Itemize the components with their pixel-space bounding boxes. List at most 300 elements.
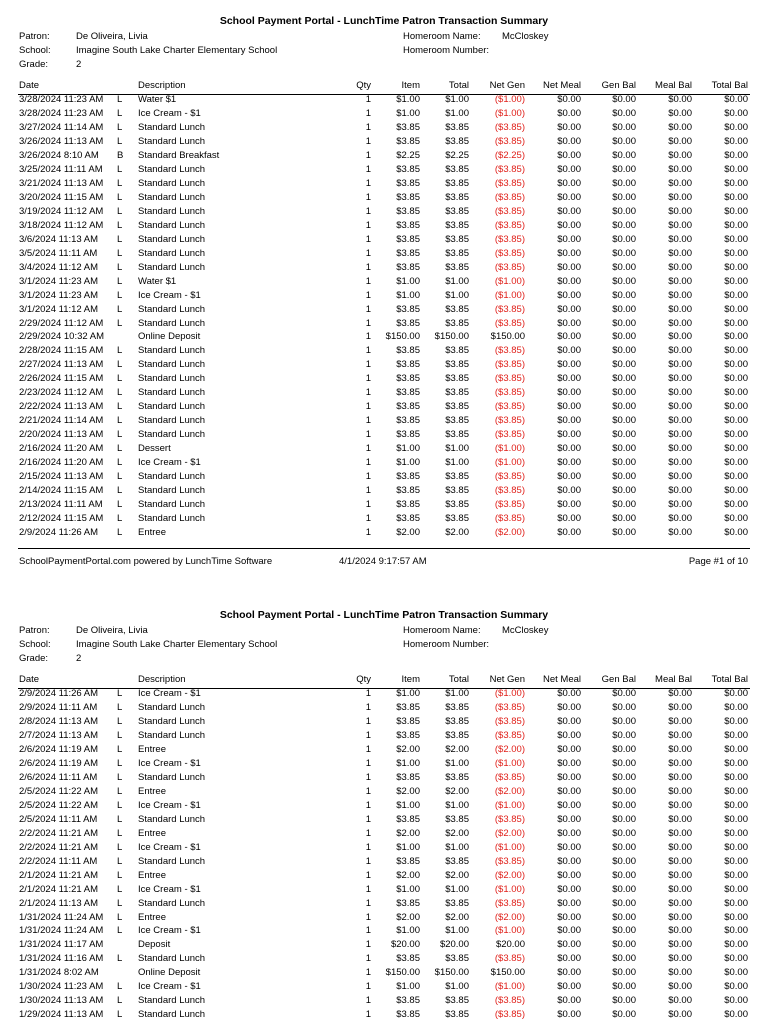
gen-bal-cell: $0.00	[612, 827, 636, 839]
qty-cell: 1	[365, 289, 371, 301]
homeroom-name-label: Homeroom Name:	[403, 625, 481, 636]
date-cell: 2/6/2024 11:11 AM	[19, 771, 98, 783]
meal-type-cell: L	[117, 757, 123, 769]
gen-bal-cell: $0.00	[612, 107, 636, 119]
description-cell: Standard Lunch	[138, 219, 206, 231]
meal-bal-cell: $0.00	[668, 729, 692, 741]
qty-cell: 1	[365, 799, 371, 811]
table-row	[0, 856, 768, 870]
date-cell: 3/6/2024 11:13 AM	[19, 233, 99, 245]
gen-bal-cell: $0.00	[612, 443, 636, 455]
col-net-meal-header: Net Meal	[542, 80, 581, 91]
grade-value: 2	[76, 59, 82, 70]
net-meal-cell: $0.00	[557, 729, 581, 741]
meal-type-cell: L	[117, 471, 123, 483]
qty-cell: 1	[365, 345, 371, 357]
total-cell: $2.00	[445, 527, 469, 539]
meal-type-cell: L	[117, 841, 123, 853]
qty-cell: 1	[365, 149, 371, 161]
total-cell: $3.85	[445, 121, 469, 133]
meal-bal-cell: $0.00	[668, 457, 692, 469]
col-gen-bal-header: Gen Bal	[601, 674, 636, 685]
qty-cell: 1	[365, 247, 371, 259]
qty-cell: 1	[365, 387, 371, 399]
total-bal-cell: $0.00	[724, 688, 748, 699]
total-cell: $3.85	[445, 191, 469, 203]
meal-bal-cell: $0.00	[668, 191, 692, 203]
date-cell: 2/5/2024 11:22 AM	[19, 785, 99, 797]
total-bal-cell: $0.00	[724, 317, 748, 329]
date-cell: 1/30/2024 11:23 AM	[19, 981, 104, 993]
total-bal-cell: $0.00	[724, 981, 748, 993]
qty-cell: 1	[365, 303, 371, 315]
qty-cell: 1	[365, 743, 371, 755]
gen-bal-cell: $0.00	[612, 841, 636, 853]
total-cell: $1.00	[445, 799, 469, 811]
meal-type-cell: L	[117, 527, 123, 539]
grade-label: Grade:	[19, 653, 49, 664]
net-meal-cell: $0.00	[557, 743, 581, 755]
date-cell: 1/31/2024 11:24 AM	[19, 911, 104, 923]
total-bal-cell: $0.00	[724, 331, 748, 343]
meal-type-cell: L	[117, 261, 123, 273]
description-cell: Water $1	[138, 94, 177, 105]
description-cell: Ice Cream - $1	[138, 841, 201, 853]
table-row	[0, 513, 768, 527]
date-cell: 2/2/2024 11:21 AM	[19, 827, 99, 839]
item-price-cell: $3.85	[396, 471, 420, 483]
total-cell: $3.85	[445, 135, 469, 147]
footer-source: SchoolPaymentPortal.com powered by LunchTime Software	[19, 556, 273, 567]
meal-bal-cell: $0.00	[668, 415, 692, 427]
gen-bal-cell: $0.00	[612, 219, 636, 231]
meal-bal-cell: $0.00	[668, 827, 692, 839]
qty-cell: 1	[365, 869, 371, 881]
net-meal-cell: $0.00	[557, 527, 581, 539]
total-bal-cell: $0.00	[724, 1009, 748, 1021]
net-gen-cell: ($3.85)	[494, 813, 525, 825]
grade-label: Grade:	[19, 59, 49, 70]
meal-type-cell: L	[117, 443, 123, 455]
table-row	[0, 457, 768, 471]
meal-type-cell: L	[117, 429, 123, 441]
meal-type-cell: L	[117, 177, 123, 189]
meal-type-cell: L	[117, 499, 123, 511]
table-row	[0, 981, 768, 995]
total-cell: $1.00	[445, 289, 469, 301]
total-cell: $3.85	[445, 373, 469, 385]
total-bal-cell: $0.00	[724, 471, 748, 483]
qty-cell: 1	[365, 443, 371, 455]
meal-bal-cell: $0.00	[668, 471, 692, 483]
school-label: School:	[19, 639, 51, 650]
net-gen-cell: ($3.85)	[494, 303, 525, 315]
meal-type-cell: L	[117, 729, 123, 741]
total-bal-cell: $0.00	[724, 387, 748, 399]
table-row	[0, 527, 768, 541]
gen-bal-cell: $0.00	[612, 485, 636, 497]
meal-bal-cell: $0.00	[668, 841, 692, 853]
table-row	[0, 429, 768, 443]
net-meal-cell: $0.00	[557, 953, 581, 965]
date-cell: 3/1/2024 11:12 AM	[19, 303, 99, 315]
total-cell: $3.85	[445, 855, 469, 867]
item-price-cell: $1.00	[396, 841, 420, 853]
meal-bal-cell: $0.00	[668, 785, 692, 797]
col-net-gen-header: Net Gen	[489, 674, 525, 685]
qty-cell: 1	[365, 485, 371, 497]
item-price-cell: $3.85	[396, 261, 420, 273]
qty-cell: 1	[365, 373, 371, 385]
net-meal-cell: $0.00	[557, 925, 581, 937]
net-meal-cell: $0.00	[557, 883, 581, 895]
net-meal-cell: $0.00	[557, 415, 581, 427]
qty-cell: 1	[365, 261, 371, 273]
gen-bal-cell: $0.00	[612, 149, 636, 161]
table-row	[0, 443, 768, 457]
total-cell: $2.00	[445, 827, 469, 839]
description-cell: Ice Cream - $1	[138, 981, 201, 993]
total-bal-cell: $0.00	[724, 883, 748, 895]
date-cell: 1/31/2024 11:24 AM	[19, 925, 104, 937]
net-meal-cell: $0.00	[557, 331, 581, 343]
net-meal-cell: $0.00	[557, 897, 581, 909]
total-cell: $2.00	[445, 869, 469, 881]
gen-bal-cell: $0.00	[612, 261, 636, 273]
item-price-cell: $3.85	[396, 191, 420, 203]
meal-type-cell: L	[117, 513, 123, 525]
item-price-cell: $3.85	[396, 219, 420, 231]
qty-cell: 1	[365, 827, 371, 839]
meal-bal-cell: $0.00	[668, 107, 692, 119]
total-cell: $2.00	[445, 743, 469, 755]
total-cell: $3.85	[445, 261, 469, 273]
total-cell: $1.00	[445, 841, 469, 853]
qty-cell: 1	[365, 883, 371, 895]
table-row	[0, 276, 768, 290]
description-cell: Ice Cream - $1	[138, 457, 201, 469]
date-cell: 2/28/2024 11:15 AM	[19, 345, 104, 357]
date-cell: 2/27/2024 11:13 AM	[19, 359, 104, 371]
description-cell: Standard Lunch	[138, 177, 206, 189]
table-row	[0, 331, 768, 345]
date-cell: 2/7/2024 11:13 AM	[19, 729, 99, 741]
qty-cell: 1	[365, 317, 371, 329]
homeroom-name: McCloskey	[502, 31, 549, 42]
total-bal-cell: $0.00	[724, 219, 748, 231]
gen-bal-cell: $0.00	[612, 995, 636, 1007]
total-cell: $1.00	[445, 107, 469, 119]
col-meal-bal-header: Meal Bal	[655, 80, 692, 91]
net-gen-cell: ($3.85)	[494, 387, 525, 399]
item-price-cell: $3.85	[396, 317, 420, 329]
total-bal-cell: $0.00	[724, 841, 748, 853]
report-title: School Payment Portal - LunchTime Patron Transaction Summary	[219, 15, 549, 27]
meal-type-cell: L	[117, 743, 123, 755]
gen-bal-cell: $0.00	[612, 121, 636, 133]
description-cell: Standard Lunch	[138, 205, 206, 217]
total-cell: $3.85	[445, 317, 469, 329]
net-gen-cell: ($3.85)	[494, 499, 525, 511]
table-row	[0, 290, 768, 304]
meal-bal-cell: $0.00	[668, 205, 692, 217]
meal-bal-cell: $0.00	[668, 869, 692, 881]
description-cell: Ice Cream - $1	[138, 757, 201, 769]
qty-cell: 1	[365, 457, 371, 469]
meal-type-cell: L	[117, 457, 123, 469]
qty-cell: 1	[365, 701, 371, 713]
date-cell: 2/1/2024 11:13 AM	[19, 897, 99, 909]
net-gen-cell: ($3.85)	[494, 897, 525, 909]
net-gen-cell: $20.00	[495, 939, 525, 951]
meal-type-cell: L	[117, 869, 123, 881]
table-row	[0, 842, 768, 856]
net-gen-cell: ($2.00)	[494, 869, 525, 881]
gen-bal-cell: $0.00	[612, 345, 636, 357]
net-gen-cell: ($2.00)	[494, 827, 525, 839]
net-meal-cell: $0.00	[557, 855, 581, 867]
col-item-header: Item	[401, 674, 420, 685]
item-price-cell: $1.00	[396, 757, 420, 769]
net-meal-cell: $0.00	[557, 233, 581, 245]
date-cell: 2/9/2024 11:26 AM	[19, 688, 99, 699]
qty-cell: 1	[365, 233, 371, 245]
net-gen-cell: ($1.00)	[494, 289, 525, 301]
net-meal-cell: $0.00	[557, 995, 581, 1007]
date-cell: 3/1/2024 11:23 AM	[19, 289, 99, 301]
table-row	[0, 122, 768, 136]
date-cell: 3/26/2024 11:13 AM	[19, 135, 104, 147]
total-cell: $3.85	[445, 163, 469, 175]
col-description-header: Description	[138, 674, 186, 685]
meal-bal-cell: $0.00	[668, 135, 692, 147]
net-meal-cell: $0.00	[557, 869, 581, 881]
item-price-cell: $3.85	[396, 855, 420, 867]
gen-bal-cell: $0.00	[612, 247, 636, 259]
item-price-cell: $3.85	[396, 715, 420, 727]
net-gen-cell: ($3.85)	[494, 121, 525, 133]
description-cell: Standard Lunch	[138, 121, 206, 133]
homeroom-number-label: Homeroom Number:	[403, 45, 490, 56]
meal-bal-cell: $0.00	[668, 513, 692, 525]
description-cell: Standard Lunch	[138, 163, 206, 175]
net-meal-cell: $0.00	[557, 429, 581, 441]
total-bal-cell: $0.00	[724, 967, 748, 979]
meal-type-cell: L	[117, 107, 123, 119]
net-meal-cell: $0.00	[557, 205, 581, 217]
total-bal-cell: $0.00	[724, 247, 748, 259]
table-row	[0, 912, 768, 926]
meal-bal-cell: $0.00	[668, 149, 692, 161]
description-cell: Standard Lunch	[138, 499, 206, 511]
meal-type-cell: L	[117, 1009, 123, 1021]
item-price-cell: $2.00	[396, 911, 420, 923]
date-cell: 3/4/2024 11:12 AM	[19, 261, 99, 273]
total-bal-cell: $0.00	[724, 771, 748, 783]
net-meal-cell: $0.00	[557, 289, 581, 301]
meal-type-cell: B	[117, 149, 124, 161]
item-price-cell: $2.00	[396, 743, 420, 755]
table-row	[0, 401, 768, 415]
qty-cell: 1	[365, 163, 371, 175]
item-price-cell: $2.00	[396, 869, 420, 881]
net-gen-cell: ($3.85)	[494, 373, 525, 385]
net-gen-cell: ($3.85)	[494, 233, 525, 245]
table-row	[0, 499, 768, 513]
date-cell: 1/31/2024 11:17 AM	[19, 939, 104, 951]
description-cell: Standard Lunch	[138, 953, 206, 965]
meal-bal-cell: $0.00	[668, 94, 692, 105]
meal-bal-cell: $0.00	[668, 261, 692, 273]
table-row	[0, 359, 768, 373]
net-gen-cell: ($2.00)	[494, 743, 525, 755]
item-price-cell: $3.85	[396, 359, 420, 371]
description-cell: Ice Cream - $1	[138, 107, 201, 119]
meal-bal-cell: $0.00	[668, 995, 692, 1007]
gen-bal-cell: $0.00	[612, 457, 636, 469]
item-price-cell: $3.85	[396, 387, 420, 399]
total-cell: $3.85	[445, 205, 469, 217]
net-gen-cell: ($1.00)	[494, 757, 525, 769]
qty-cell: 1	[365, 953, 371, 965]
gen-bal-cell: $0.00	[612, 163, 636, 175]
gen-bal-cell: $0.00	[612, 359, 636, 371]
date-cell: 3/5/2024 11:11 AM	[19, 247, 98, 259]
total-cell: $150.00	[434, 331, 469, 343]
description-cell: Entree	[138, 743, 166, 755]
net-meal-cell: $0.00	[557, 485, 581, 497]
gen-bal-cell: $0.00	[612, 981, 636, 993]
table-row	[0, 164, 768, 178]
description-cell: Entree	[138, 869, 166, 881]
description-cell: Standard Lunch	[138, 261, 206, 273]
total-bal-cell: $0.00	[724, 149, 748, 161]
total-cell: $3.85	[445, 715, 469, 727]
net-gen-cell: ($3.85)	[494, 261, 525, 273]
qty-cell: 1	[365, 205, 371, 217]
meal-bal-cell: $0.00	[668, 897, 692, 909]
meal-type-cell: L	[117, 121, 123, 133]
net-meal-cell: $0.00	[557, 219, 581, 231]
meal-type-cell: L	[117, 219, 123, 231]
qty-cell: 1	[365, 729, 371, 741]
net-gen-cell: ($1.00)	[494, 275, 525, 287]
qty-cell: 1	[365, 275, 371, 287]
description-cell: Standard Lunch	[138, 373, 206, 385]
item-price-cell: $1.00	[396, 275, 420, 287]
homeroom-number-label: Homeroom Number:	[403, 639, 490, 650]
qty-cell: 1	[365, 925, 371, 937]
net-gen-cell: ($3.85)	[494, 219, 525, 231]
net-gen-cell: ($3.85)	[494, 995, 525, 1007]
total-cell: $1.00	[445, 94, 469, 105]
qty-cell: 1	[365, 771, 371, 783]
item-price-cell: $3.85	[396, 485, 420, 497]
gen-bal-cell: $0.00	[612, 729, 636, 741]
net-gen-cell: ($3.85)	[494, 701, 525, 713]
net-meal-cell: $0.00	[557, 191, 581, 203]
net-gen-cell: ($2.25)	[494, 149, 525, 161]
date-cell: 3/19/2024 11:12 AM	[19, 205, 104, 217]
gen-bal-cell: $0.00	[612, 701, 636, 713]
footer-divider	[18, 548, 750, 549]
total-bal-cell: $0.00	[724, 233, 748, 245]
meal-type-cell: L	[117, 205, 123, 217]
net-meal-cell: $0.00	[557, 785, 581, 797]
homeroom-name-label: Homeroom Name:	[403, 31, 481, 42]
meal-bal-cell: $0.00	[668, 855, 692, 867]
description-cell: Entree	[138, 527, 166, 539]
col-description-header: Description	[138, 80, 186, 91]
qty-cell: 1	[365, 121, 371, 133]
total-cell: $3.85	[445, 701, 469, 713]
item-price-cell: $1.00	[396, 981, 420, 993]
meal-bal-cell: $0.00	[668, 757, 692, 769]
item-price-cell: $1.00	[396, 94, 420, 105]
table-row	[0, 828, 768, 842]
qty-cell: 1	[365, 841, 371, 853]
net-gen-cell: ($3.85)	[494, 855, 525, 867]
meal-bal-cell: $0.00	[668, 387, 692, 399]
description-cell: Standard Lunch	[138, 233, 206, 245]
gen-bal-cell: $0.00	[612, 855, 636, 867]
net-meal-cell: $0.00	[557, 688, 581, 699]
net-gen-cell: ($3.85)	[494, 163, 525, 175]
net-meal-cell: $0.00	[557, 387, 581, 399]
date-cell: 3/28/2024 11:23 AM	[19, 94, 104, 105]
description-cell: Ice Cream - $1	[138, 289, 201, 301]
meal-type-cell: L	[117, 995, 123, 1007]
item-price-cell: $2.00	[396, 827, 420, 839]
net-gen-cell: ($3.85)	[494, 247, 525, 259]
description-cell: Standard Lunch	[138, 387, 206, 399]
gen-bal-cell: $0.00	[612, 925, 636, 937]
net-meal-cell: $0.00	[557, 715, 581, 727]
table-row	[0, 485, 768, 499]
total-cell: $3.85	[445, 513, 469, 525]
item-price-cell: $150.00	[385, 967, 420, 979]
date-cell: 3/20/2024 11:15 AM	[19, 191, 104, 203]
item-price-cell: $1.00	[396, 688, 420, 699]
meal-bal-cell: $0.00	[668, 429, 692, 441]
col-meal-bal-header: Meal Bal	[655, 674, 692, 685]
meal-type-cell: L	[117, 191, 123, 203]
description-cell: Online Deposit	[138, 967, 201, 979]
gen-bal-cell: $0.00	[612, 953, 636, 965]
net-gen-cell: ($2.00)	[494, 785, 525, 797]
item-price-cell: $3.85	[396, 373, 420, 385]
meal-bal-cell: $0.00	[668, 177, 692, 189]
table-row	[0, 716, 768, 730]
total-bal-cell: $0.00	[724, 729, 748, 741]
net-meal-cell: $0.00	[557, 401, 581, 413]
table-row	[0, 136, 768, 150]
col-qty-header: Qty	[356, 80, 371, 91]
description-cell: Standard Lunch	[138, 1009, 206, 1021]
net-gen-cell: ($3.85)	[494, 415, 525, 427]
meal-type-cell: L	[117, 373, 123, 385]
gen-bal-cell: $0.00	[612, 527, 636, 539]
net-gen-cell: ($1.00)	[494, 457, 525, 469]
item-price-cell: $3.85	[396, 429, 420, 441]
total-bal-cell: $0.00	[724, 94, 748, 105]
item-price-cell: $3.85	[396, 163, 420, 175]
meal-bal-cell: $0.00	[668, 911, 692, 923]
school-name: Imagine South Lake Charter Elementary School	[76, 45, 278, 56]
item-price-cell: $3.85	[396, 813, 420, 825]
net-meal-cell: $0.00	[557, 701, 581, 713]
meal-type-cell: L	[117, 771, 123, 783]
